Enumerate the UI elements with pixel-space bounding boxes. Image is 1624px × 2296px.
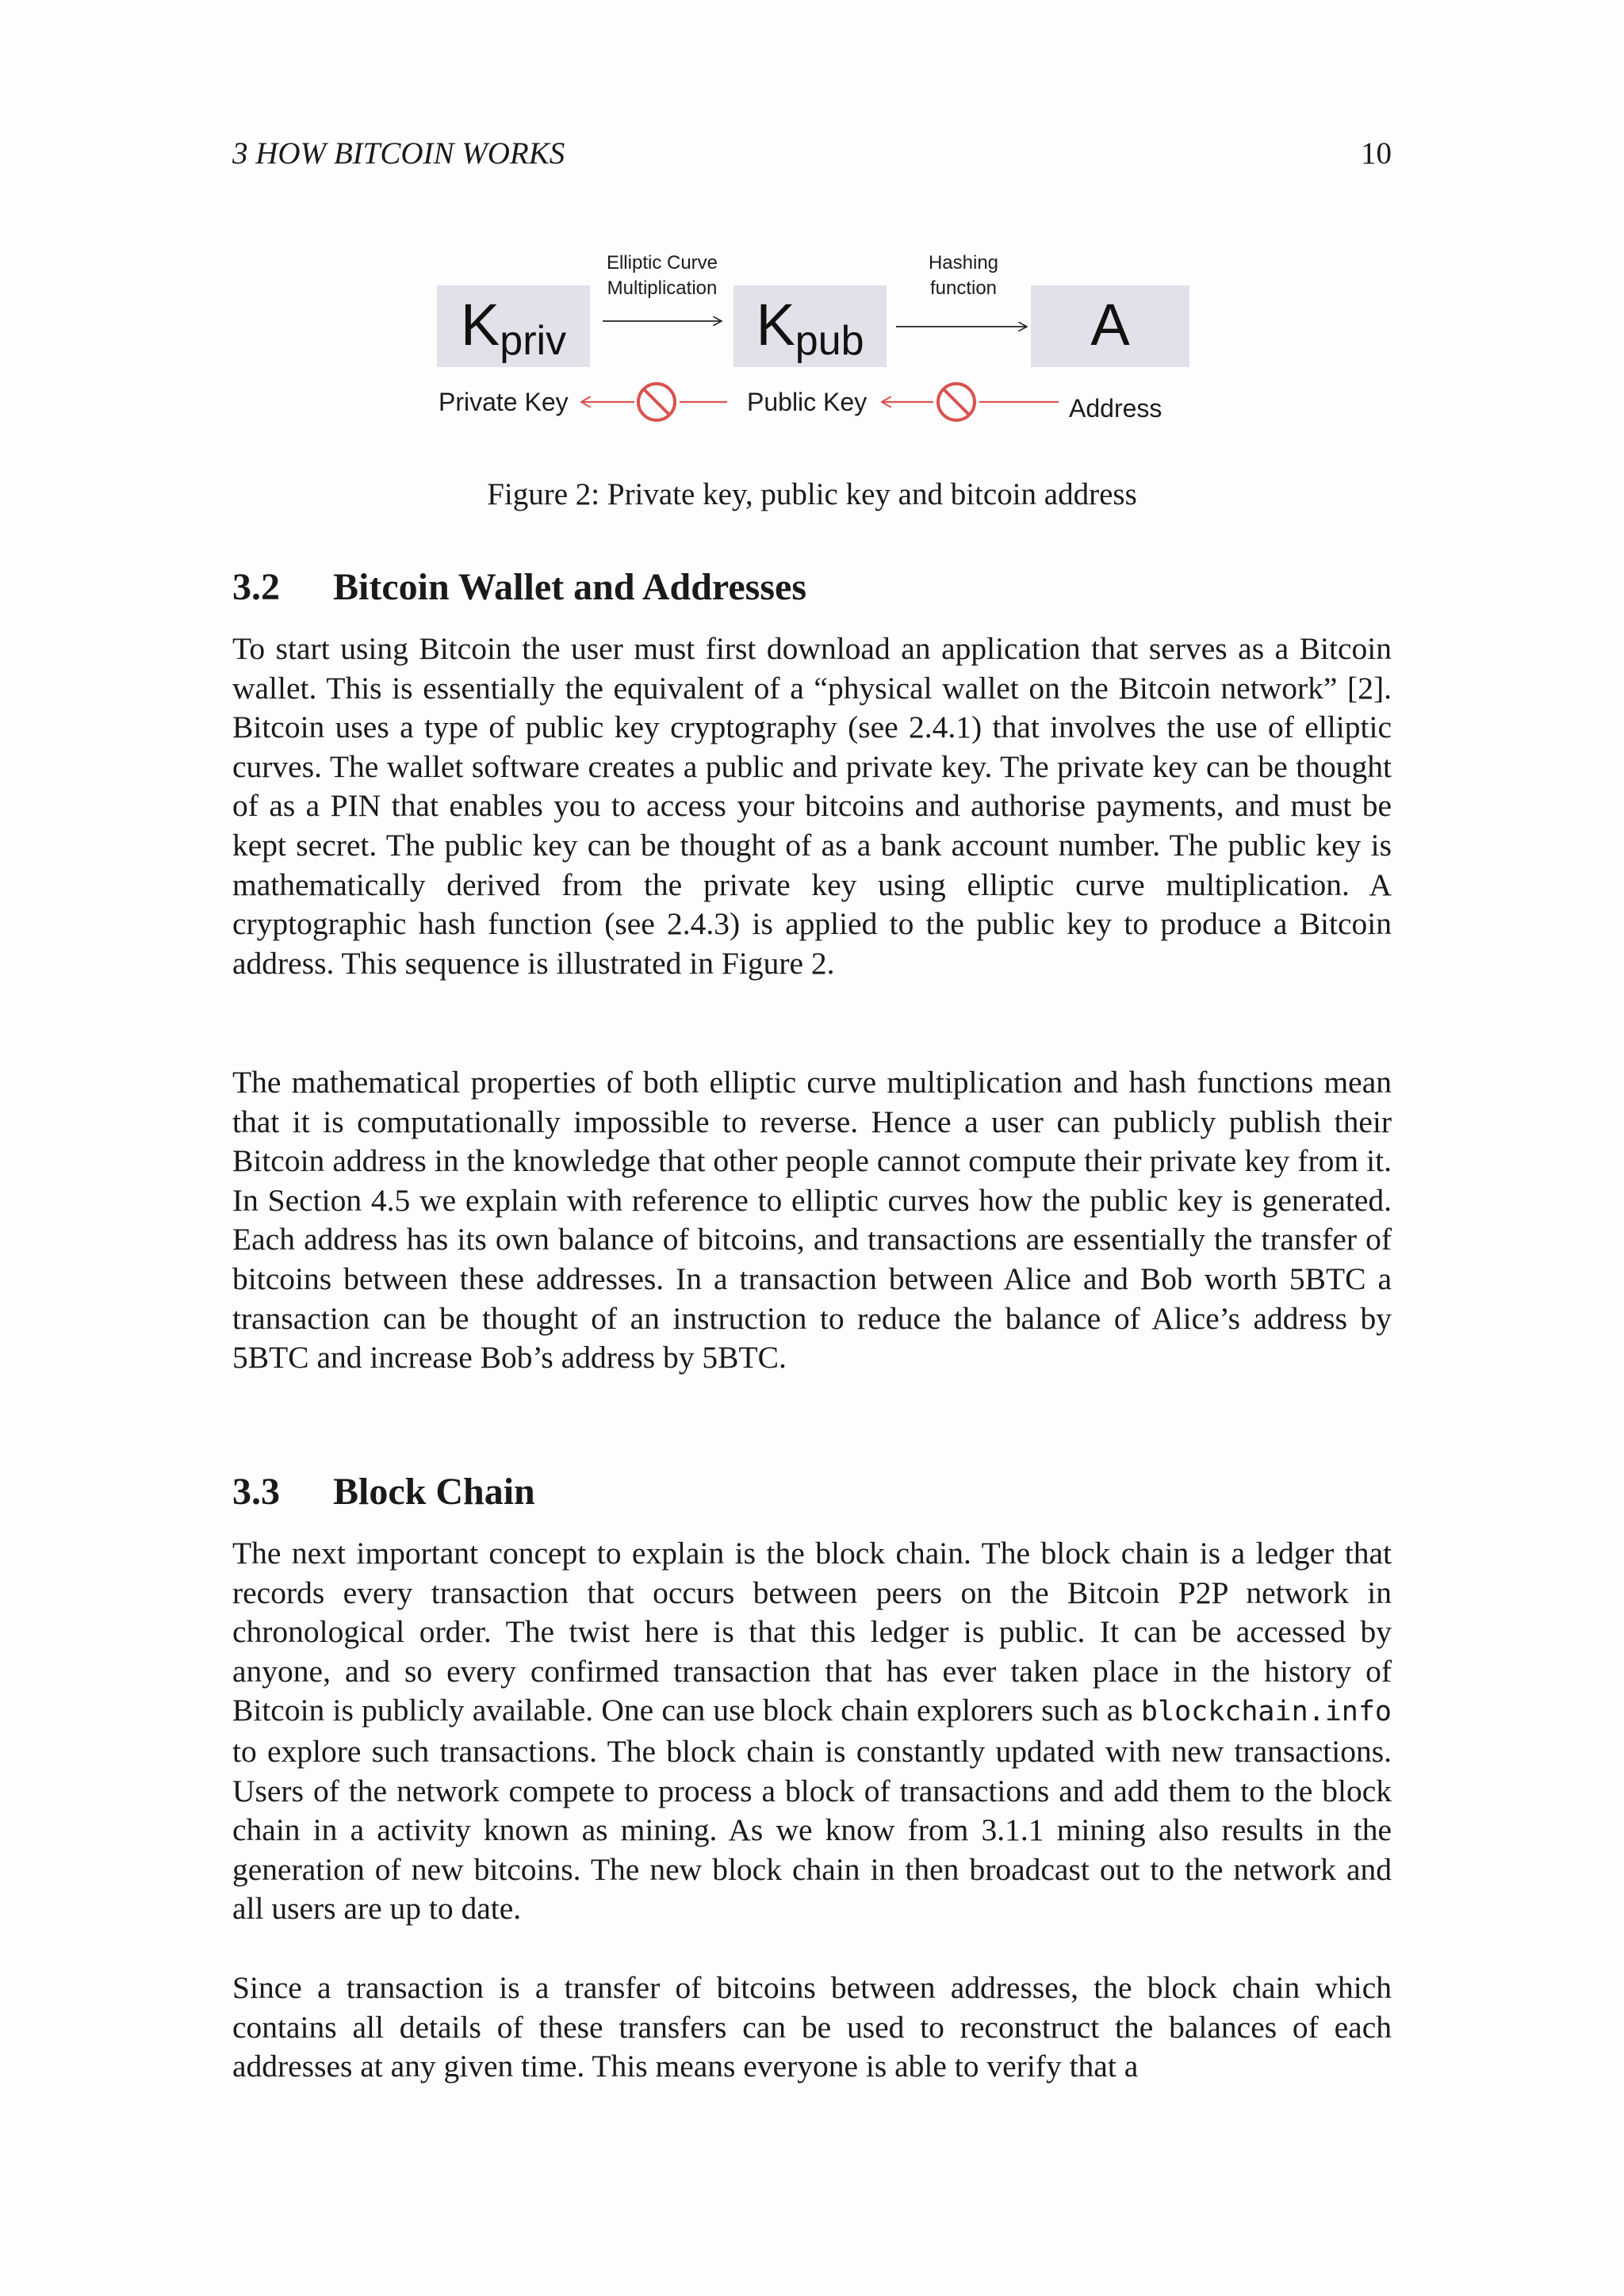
hashing-function-label — [908, 251, 1019, 301]
address-label: Address — [1069, 394, 1162, 423]
header-section-title: 3 HOW BITCOIN WORKS — [232, 136, 565, 170]
address-symbol: A — [1090, 292, 1130, 358]
kpriv-symbol: K — [460, 292, 500, 358]
paragraph: The mathematical properties of both elliptic curve multiplication and hash functions mean that it is computationally impossible to reverse. Hence a user can publicly publish their Bitcoin address in the knowledge that other people cannot compute their private key from it. In Section 4.5 we explain with reference to elliptic curves how the public key is generated. Each address has its own balance of bitcoins, and transactions are essentially the transfer of bitcoins between these addresses. In a transaction between Alice and Bob worth 5BTC a transaction can be thought of an instruction to reduce the balance of Alice’s address by 5BTC and increase Bob’s address by 5BTC. — [232, 1065, 1392, 1376]
private-key-box — [437, 285, 590, 367]
paragraph-text: The next important concept to explain is the block chain. The block chain is a ledger that records every transaction that occurs between peers on the Bitcoin P2P network in chronological order. The twist here is that this ledger is public. It can be accessed by anyone, and so every confirmed transaction that has ever taken place in the history of Bitcoin is publicly available. One can use block chain explorers such as — [232, 1536, 1392, 1728]
hash-label-line1: Hashing — [928, 252, 999, 274]
ec-label-line2: Multiplication — [607, 277, 718, 299]
paragraph: To start using Bitcoin the user must first download an application that serves as a Bitcoin wallet. This is essentially the equivalent of a “physical wallet on the Bitcoin network” [2]. Bitcoin uses a type of public key cryptography (see 2.4.1) that involves the use of elliptic curves. The wallet software creates a public and private key. The private key can be thought of as a PIN that enables you to access your bitcoins and authorise payments, and must be kept secret. The public key can be thought of as a bank account number. The public key is mathematically derived from the private key using elliptic curve multiplication. A cryptographic hash function (see 2.4.3) is applied to the public key to produce a Bitcoin address. This sequence is illustrated in Figure 2. — [232, 631, 1392, 981]
running-header — [232, 132, 1392, 176]
kpub-symbol: K — [756, 292, 795, 358]
paragraph: Since a transaction is a transfer of bitcoins between addresses, the block chain which contains all details of these transfers can be used to reconstruct the balances of each addresses at any given time. This means everyone is able to verify that a — [232, 1970, 1392, 2084]
section-heading-3-2 — [232, 564, 806, 611]
paragraph — [232, 1534, 1392, 1929]
paragraph-text: to explore such transactions. The block chain is constantly updated with new transactions. Users of the network compete to process a block of transactions and add them to the block chain in a activity known as mining. As we know from 3.1.1 mining also results in the generation of new bitcoins. The new block chain in then broadcast out to the network and all users are up to date. — [232, 1733, 1392, 1927]
ec-label-line1: Elliptic Curve — [606, 252, 718, 274]
private-key-label: Private Key — [439, 388, 569, 416]
public-key-box — [733, 285, 887, 367]
page-number: 10 — [1361, 136, 1392, 170]
inline-code: blockchain.info — [1140, 1696, 1392, 1728]
ec-multiplication-label — [587, 251, 737, 301]
figure-key-derivation — [432, 247, 1193, 438]
section-number: 3.3 — [232, 1471, 280, 1513]
section-title: Bitcoin Wallet and Addresses — [333, 566, 806, 608]
section-number: 3.2 — [232, 566, 280, 608]
section-title: Block Chain — [333, 1471, 535, 1513]
prohibit-icon — [938, 384, 975, 420]
section-heading-3-3 — [232, 1468, 535, 1516]
kpub-subscript: pub — [795, 318, 864, 364]
hash-label-line2: function — [929, 277, 998, 299]
address-box — [1031, 285, 1189, 367]
prohibit-icon — [638, 384, 675, 420]
public-key-label: Public Key — [747, 388, 868, 416]
kpriv-subscript: priv — [500, 318, 567, 364]
figure-caption: Figure 2: Private key, public key and bitcoin address — [487, 477, 1137, 511]
